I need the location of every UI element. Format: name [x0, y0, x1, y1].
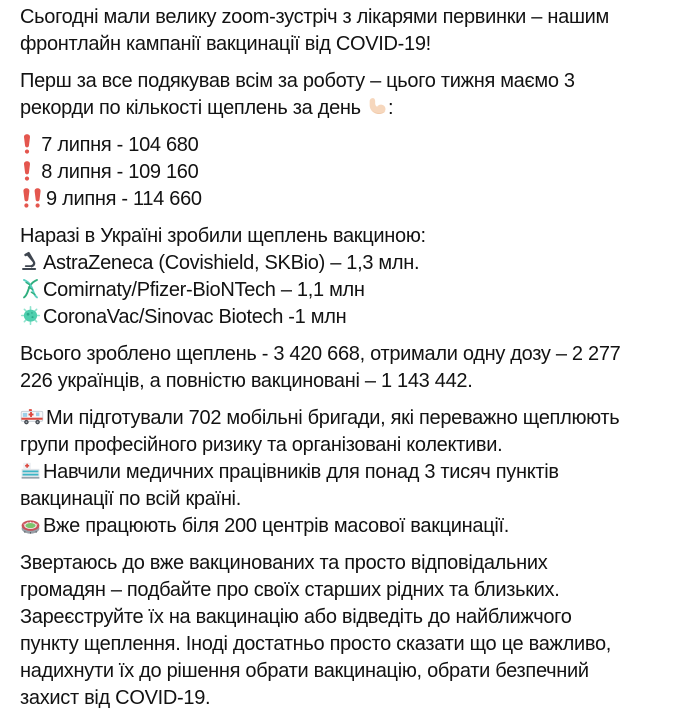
- text-span: групи професійного ризику та організовані колективи.: [20, 434, 503, 456]
- paragraph-thanks: [20, 68, 666, 122]
- paragraph-totals: [20, 341, 666, 395]
- text-line: [20, 486, 666, 513]
- text-span: 9 липня - 114 660: [46, 188, 202, 210]
- text-line: [20, 685, 666, 712]
- paragraph-intro: [20, 4, 666, 58]
- stadium-icon: [20, 513, 43, 540]
- text-span: CoronaVac/Sinovac Biotech -1 млн: [43, 306, 347, 328]
- flexed-biceps-icon: [366, 95, 388, 122]
- text-span: вакцинації по всій країні.: [20, 488, 241, 510]
- text-line: [20, 277, 666, 304]
- text-line: [20, 186, 666, 213]
- exclamation-icon: [20, 159, 36, 186]
- text-span: 7 липня - 104 680: [36, 134, 199, 156]
- text-span: фронтлайн кампанії вакцинації від COVID-19!: [20, 33, 431, 55]
- paragraph-daily-records: [20, 132, 666, 213]
- text-span: громадян – подбайте про своїх старших рідних та близьких.: [20, 579, 560, 601]
- text-span: :: [388, 97, 394, 119]
- text-span: Ми підготували 702 мобільні бригади, які переважно щеплюють: [46, 407, 620, 429]
- text-line: [20, 631, 666, 658]
- text-span: AstraZeneca (Covishield, SKBio) – 1,3 млн.: [43, 252, 420, 274]
- paragraph-appeal: [20, 550, 666, 712]
- text-line: [20, 132, 666, 159]
- dna-icon: [20, 277, 43, 304]
- text-span: Навчили медичних працівників для понад 3 тисяч пунктів: [43, 461, 559, 483]
- text-span: Наразі в Україні зробили щеплень вакциною:: [20, 225, 426, 247]
- text-line: [20, 223, 666, 250]
- text-line: [20, 577, 666, 604]
- paragraph-vaccines-used: [20, 223, 666, 331]
- text-line: [20, 31, 666, 58]
- text-line: [20, 405, 666, 432]
- text-line: [20, 368, 666, 395]
- text-span: Зареєструйте їх на вакцинацію або відведіть до найближчого: [20, 606, 572, 628]
- text-span: рекорди по кількості щеплень за день: [20, 97, 367, 119]
- text-line: [20, 658, 666, 685]
- text-line: [20, 432, 666, 459]
- text-span: Звертаюсь до вже вакцинованих та просто відповідальних: [20, 552, 548, 574]
- text-line: [20, 95, 666, 122]
- text-span: надихнути їх до рішення обрати вакцинацію, обрати безпечний: [20, 660, 589, 682]
- microscope-icon: [20, 250, 43, 277]
- paragraph-infrastructure: [20, 405, 666, 540]
- text-span: Сьогодні мали велику zoom-зустріч з лікарями первинки – нашим: [20, 6, 610, 28]
- double-exclamation-icon: [20, 186, 46, 213]
- text-line: [20, 604, 666, 631]
- text-line: [20, 159, 666, 186]
- text-span: Перш за все подякував всім за роботу – цього тижня маємо 3: [20, 70, 575, 92]
- hospital-icon: [20, 459, 43, 486]
- text-line: [20, 304, 666, 331]
- text-span: пункту щеплення. Іноді достатньо просто сказати що це важливо,: [20, 633, 612, 655]
- text-span: 226 українців, а повністю вакциновані – 1 143 442.: [20, 370, 473, 392]
- ambulance-icon: [20, 405, 46, 432]
- text-line: [20, 341, 666, 368]
- text-line: [20, 250, 666, 277]
- text-span: Comirnaty/Pfizer-BioNTech – 1,1 млн: [43, 279, 365, 301]
- text-span: Вже працюють біля 200 центрів масової вакцинації.: [43, 515, 510, 537]
- text-line: [20, 459, 666, 486]
- text-span: Всього зроблено щеплень - 3 420 668, отримали одну дозу – 2 277: [20, 343, 621, 365]
- exclamation-icon: [20, 132, 36, 159]
- text-line: [20, 550, 666, 577]
- microbe-icon: [20, 304, 43, 331]
- text-line: [20, 4, 666, 31]
- text-line: [20, 68, 666, 95]
- text-span: захист від COVID-19.: [20, 687, 211, 709]
- text-span: 8 липня - 109 160: [36, 161, 199, 183]
- text-line: [20, 513, 666, 540]
